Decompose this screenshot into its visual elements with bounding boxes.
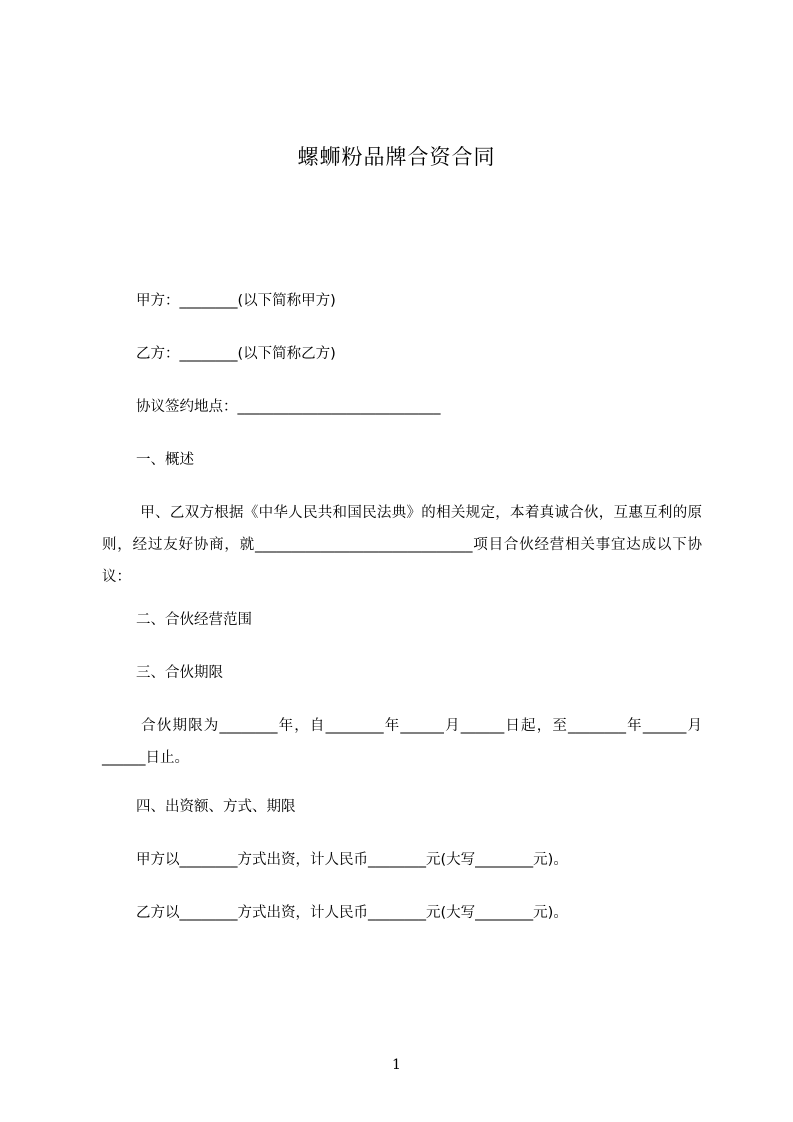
section-2-heading: 二、合伙经营范围 xyxy=(136,612,252,628)
party-a-contribution-line: 甲方以________方式出资，计人民币________元(大写________元)。 xyxy=(136,852,568,868)
section-3-body: 合伙期限为________年，自________年______月______日起，至________年______月______日止。 xyxy=(102,718,702,766)
section-4-heading: 四、出资额、方式、期限 xyxy=(136,799,296,815)
page-number: 1 xyxy=(392,1057,401,1073)
party-b-contribution-line: 乙方以________方式出资，计人民币________元(大写________元)。 xyxy=(136,905,568,921)
party-b-line: 乙方：________(以下简称乙方) xyxy=(136,346,336,362)
section-3-heading: 三、合伙期限 xyxy=(136,665,223,681)
section-1-body: 甲、乙双方根据《中华人民共和国民法典》的相关规定，本着真诚合伙，互惠互利的原则，经过友好协商，就______________________________项目合伙经营相关事宜达成以下协议： xyxy=(102,505,702,585)
document-title: 螺蛳粉品牌合资合同 xyxy=(297,145,496,169)
section-1-paragraph xyxy=(102,497,702,593)
party-a-line: 甲方：________(以下简称甲方) xyxy=(136,293,336,309)
section-1-heading: 一、概述 xyxy=(136,452,194,468)
signing-place-line: 协议签约地点：____________________________ xyxy=(136,399,441,415)
section-3-paragraph xyxy=(102,710,702,774)
